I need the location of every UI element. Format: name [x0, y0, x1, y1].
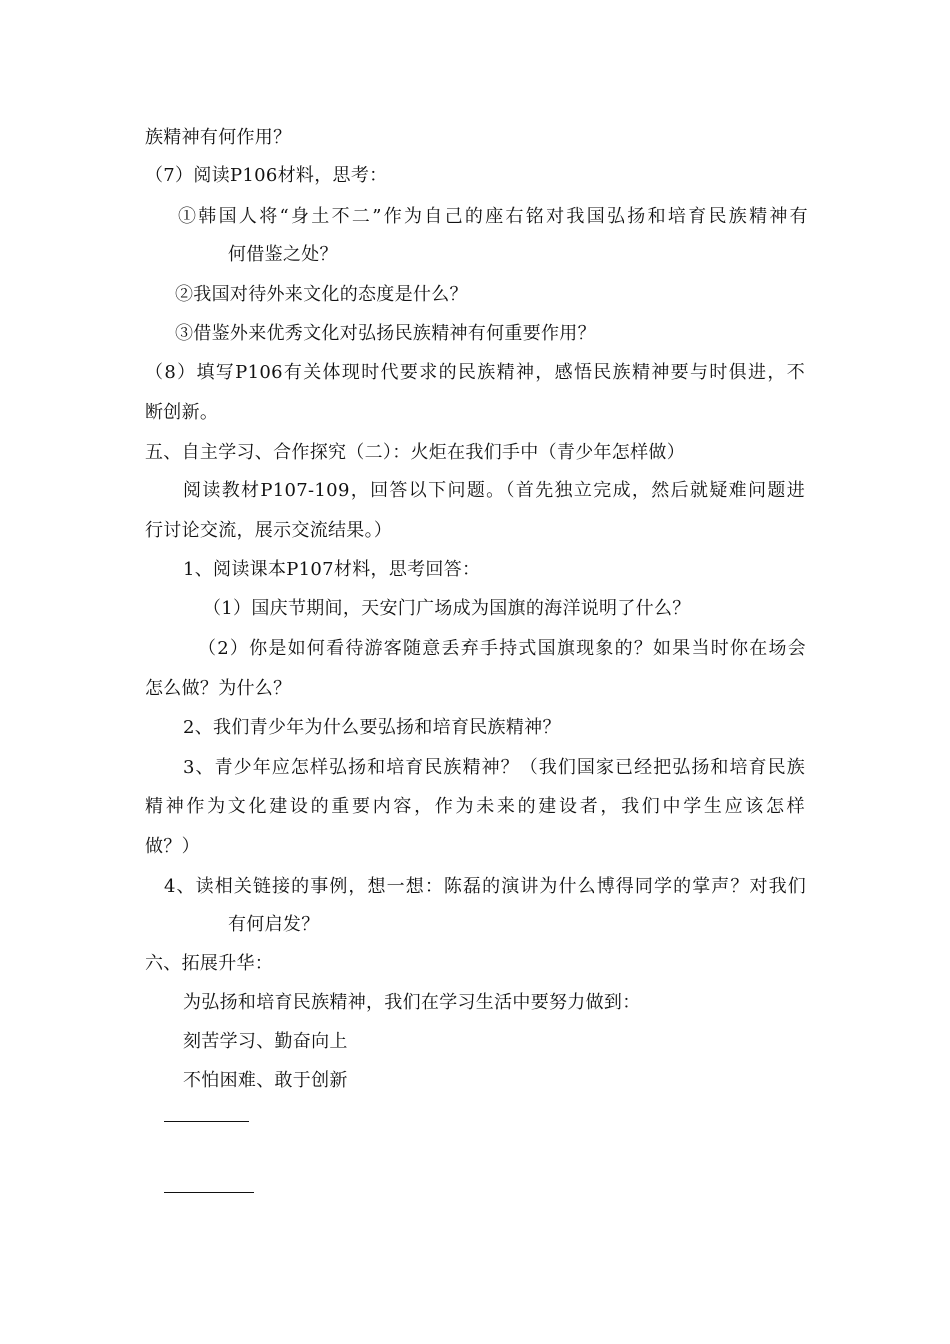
question-7-heading: （7）阅读P106材料，思考： — [145, 165, 388, 186]
task-3-cont-1: 精神作为文化建设的重要内容，作为未来的建设者，我们中学生应该怎样 — [145, 796, 805, 817]
task-3: 3、青少年应怎样弘扬和培育民族精神？（我们国家已经把弘扬和培育民族 — [183, 757, 805, 778]
section-5-intro-cont: 行讨论交流，展示交流结果。） — [145, 520, 393, 541]
task-3-cont-2: 做？） — [145, 836, 200, 857]
text-line-continuation: 族精神有何作用？ — [145, 127, 292, 148]
section-6-intro: 为弘扬和培育民族精神，我们在学习生活中要努力做到： — [183, 992, 641, 1013]
answer-blank-1[interactable] — [164, 1121, 249, 1122]
question-7-item-1: ①韩国人将“身土不二”作为自己的座右铭对我国弘扬和培育民族精神有 — [178, 206, 808, 227]
task-1-question-2-cont: 怎么做？为什么？ — [145, 678, 292, 699]
section-6-heading: 六、拓展升华： — [145, 953, 274, 974]
task-4: 4、读相关链接的事例，想一想：陈磊的演讲为什么博得同学的掌声？对我们 — [164, 876, 806, 897]
section-5-intro: 阅读教材P107-109，回答以下问题。（首先独立完成，然后就疑难问题进 — [183, 480, 805, 501]
task-1-question-1: （1）国庆节期间，天安门广场成为国旗的海洋说明了什么？ — [203, 598, 691, 619]
task-2: 2、我们青少年为什么要弘扬和培育民族精神？ — [183, 717, 561, 738]
task-4-cont: 有何启发？ — [228, 914, 320, 935]
question-8-cont: 断创新。 — [145, 402, 219, 423]
question-7-item-2: ②我国对待外来文化的态度是什么？ — [175, 284, 468, 305]
question-7-item-1-cont: 何借鉴之处？ — [228, 244, 338, 265]
section-6-item-2: 不怕困难、敢于创新 — [183, 1070, 348, 1091]
question-7-item-3: ③借鉴外来优秀文化对弘扬民族精神有何重要作用？ — [175, 323, 596, 344]
section-5-heading: 五、自主学习、合作探究（二）：火炬在我们手中（青少年怎样做） — [145, 442, 685, 463]
question-8: （8）填写P106有关体现时代要求的民族精神，感悟民族精神要与时俱进，不 — [145, 362, 805, 383]
task-1-heading: 1、阅读课本P107材料，思考回答： — [183, 559, 481, 580]
answer-blank-2[interactable] — [164, 1192, 254, 1193]
task-1-question-2: （2）你是如何看待游客随意丢弃手持式国旗现象的？如果当时你在场会 — [198, 638, 806, 659]
section-6-item-1: 刻苦学习、勤奋向上 — [183, 1031, 348, 1052]
